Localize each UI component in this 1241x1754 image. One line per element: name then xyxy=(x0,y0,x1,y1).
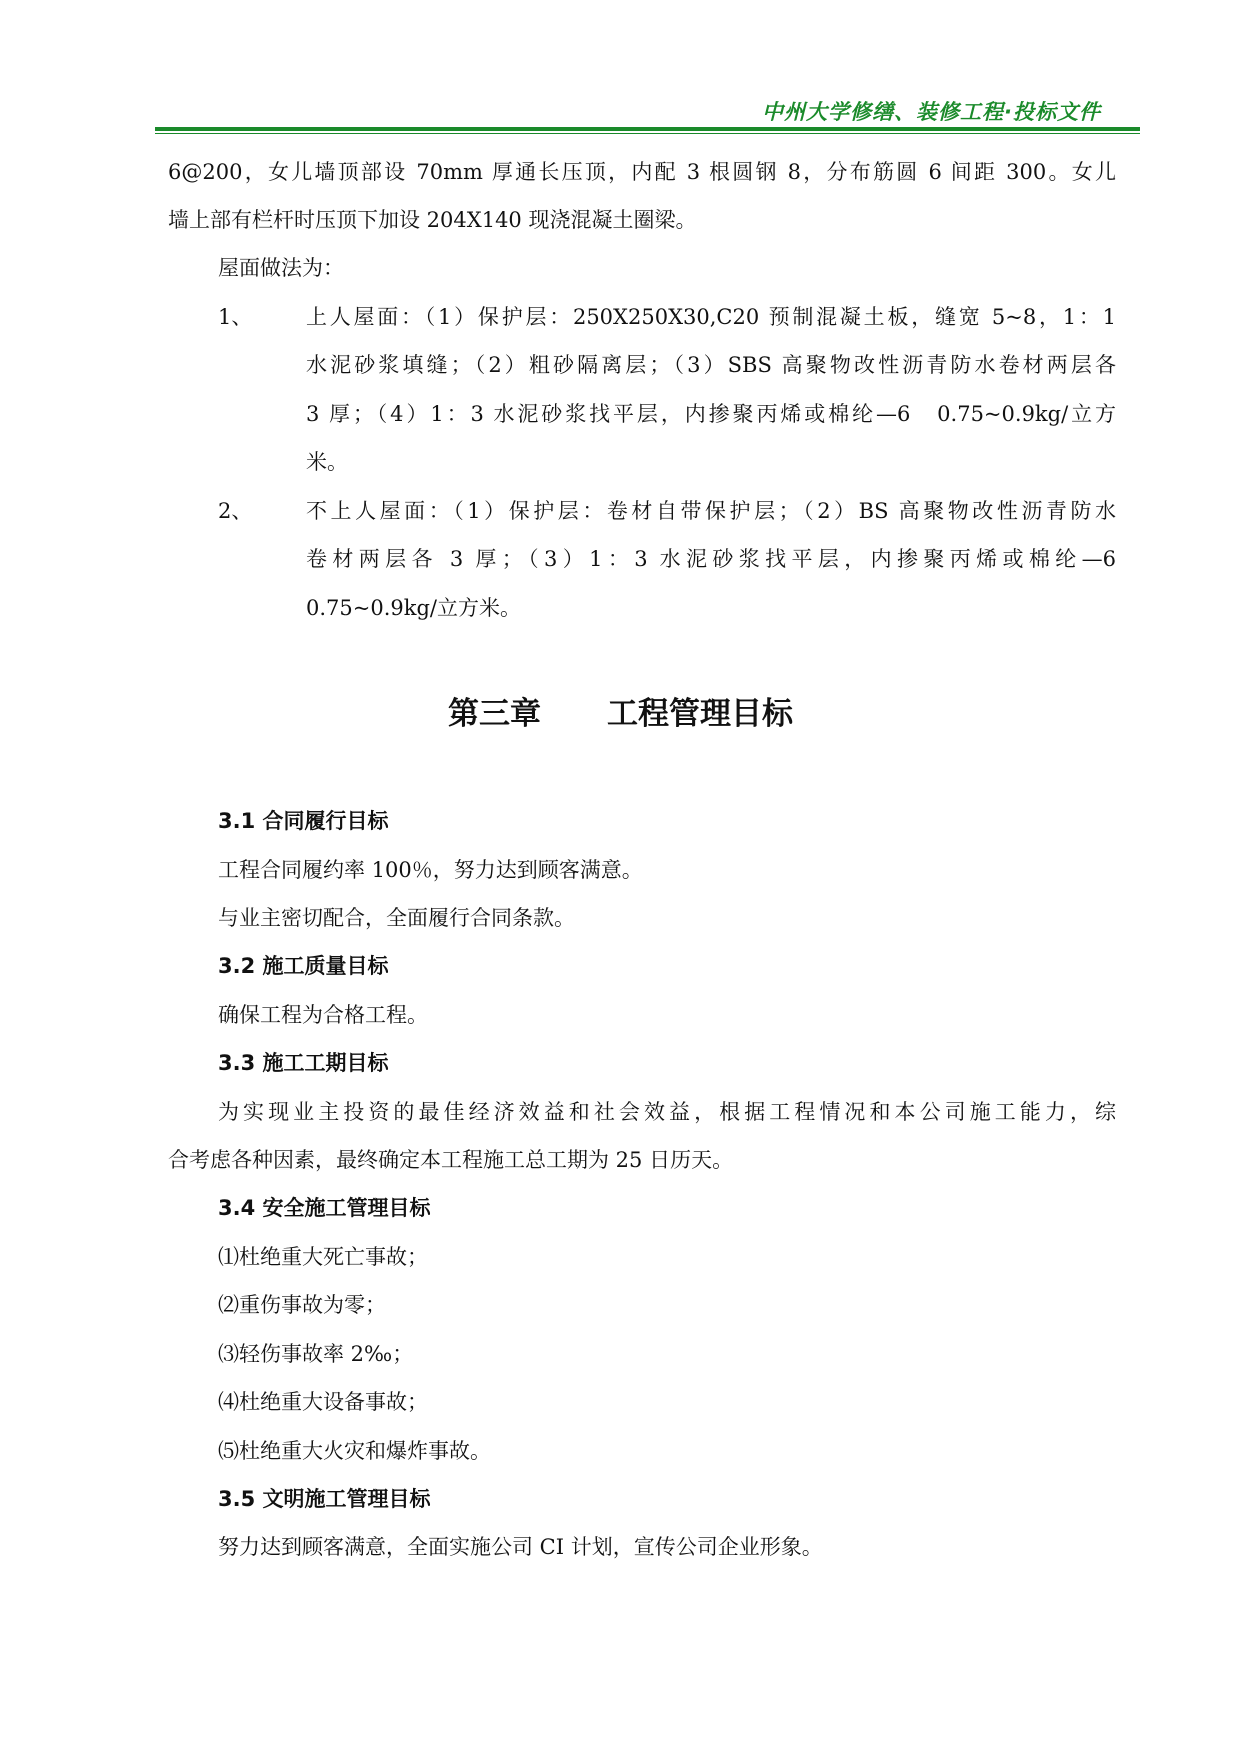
list-item-number: 2、 xyxy=(218,499,253,523)
list-item: ⑶轻伤事故率 2‰； xyxy=(218,1342,414,1366)
list-item-number: 1、 xyxy=(218,305,253,329)
list-item-line: 水泥砂浆填缝；（2）粗砂隔离层；（3）SBS 高聚物改性沥青防水卷材两层各 xyxy=(306,353,1116,377)
paragraph-line: 工程合同履约率 100％，努力达到顾客满意。 xyxy=(218,858,643,882)
list-item-line: 上人屋面：（1）保护层：250X250X30,C20 预制混凝土板，缝宽 5~8，1：1 xyxy=(306,305,1116,329)
list-item-line: 3 厚；（4）1：3 水泥砂浆找平层，内掺聚丙烯或棉纶—6 0.75~0.9kg/立方 xyxy=(306,402,1116,426)
paragraph-line: 为实现业主投资的最佳经济效益和社会效益，根据工程情况和本公司施工能力，综 xyxy=(218,1100,1116,1124)
roof-intro: 屋面做法为： xyxy=(218,256,344,280)
section-title: 3.3 施工工期目标 xyxy=(218,1051,389,1075)
paragraph-line: 墙上部有栏杆时压顶下加设 204X140 现浇混凝土圈梁。 xyxy=(168,208,697,232)
list-item: ⑷杜绝重大设备事故； xyxy=(218,1390,428,1414)
header-rule-thin xyxy=(155,133,1140,134)
list-item-line: 米。 xyxy=(306,450,348,474)
header-rule-thick xyxy=(155,127,1140,131)
section-title: 3.2 施工质量目标 xyxy=(218,954,389,978)
chapter-number: 第三章 xyxy=(448,696,541,732)
paragraph-line: 合考虑各种因素，最终确定本工程施工总工期为 25 日历天。 xyxy=(168,1148,734,1172)
section-title: 3.4 安全施工管理目标 xyxy=(218,1196,431,1220)
list-item-line: 卷材两层各 3 厚；（3）1：3 水泥砂浆找平层，内掺聚丙烯或棉纶—6 xyxy=(306,547,1116,571)
chapter-heading xyxy=(0,694,1241,734)
list-item-line: 不上人屋面：（1）保护层：卷材自带保护层；（2）BS 高聚物改性沥青防水 xyxy=(306,499,1116,523)
chapter-title: 工程管理目标 xyxy=(607,696,793,732)
list-item: ⑵重伤事故为零； xyxy=(218,1293,386,1317)
paragraph-line: 6@200，女儿墙顶部设 70mm 厚通长压顶，内配 3 根圆钢 8，分布筋圆 6 间距 300。女儿 xyxy=(168,160,1116,184)
paragraph-line: 确保工程为合格工程。 xyxy=(218,1003,428,1027)
paragraph-line: 与业主密切配合，全面履行合同条款。 xyxy=(218,906,575,930)
list-item-line: 0.75~0.9kg/立方米。 xyxy=(306,596,521,620)
section-title: 3.1 合同履行目标 xyxy=(218,809,389,833)
list-item: ⑸杜绝重大火灾和爆炸事故。 xyxy=(218,1439,491,1463)
section-title: 3.5 文明施工管理目标 xyxy=(218,1487,431,1511)
paragraph-line: 努力达到顾客满意，全面实施公司 CI 计划，宣传公司企业形象。 xyxy=(218,1535,823,1559)
header-title: 中州大学修缮、装修工程·投标文件 xyxy=(762,100,1101,124)
list-item: ⑴杜绝重大死亡事故； xyxy=(218,1245,428,1269)
